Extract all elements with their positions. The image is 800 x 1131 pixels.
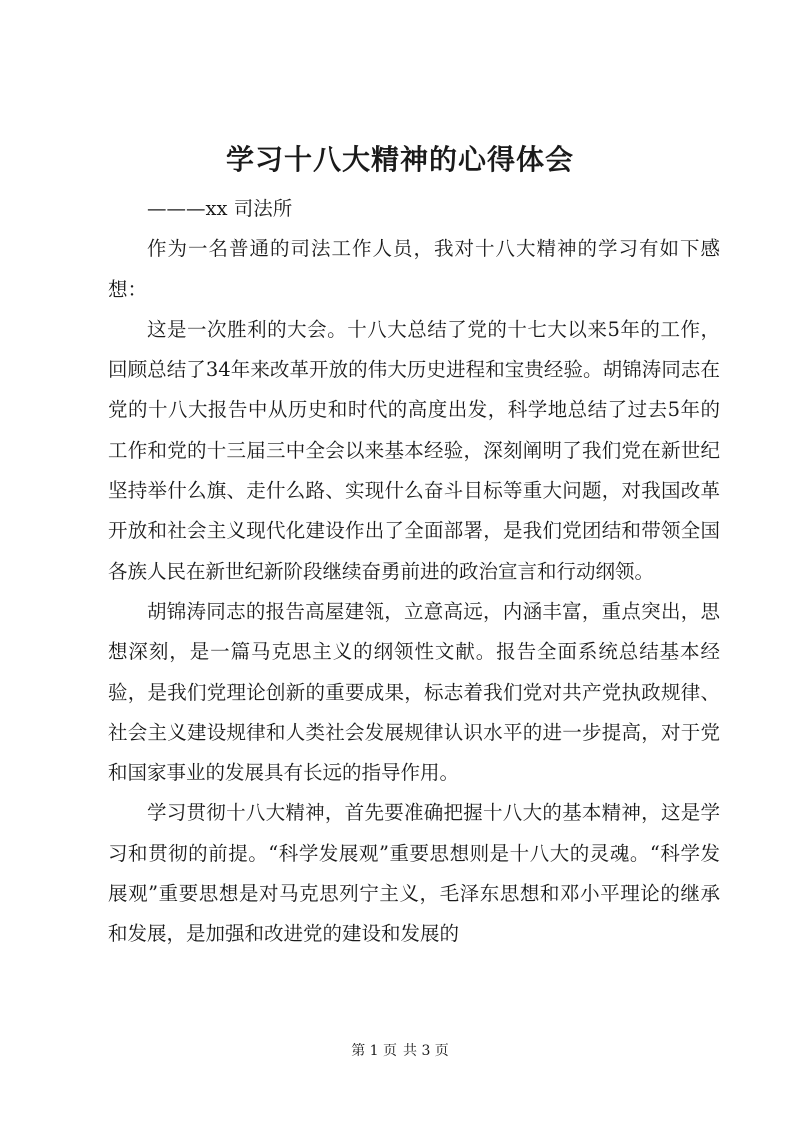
byline: ———xx 司法所 (147, 197, 293, 220)
paragraph-1: 作为一名普通的司法工作人员，我对十八大精神的学习有如下感想： (108, 237, 720, 301)
paragraph-4: 学习贯彻十八大精神，首先要准确把握十八大的基本精神，这是学习和贯彻的前提。“科学发展观”重要思想则是十八大的灵魂。“科学发展观”重要思想是对马克思列宁主义，毛泽东思想和邓小平理论的继承和发展，是加强和改进党的建设和发展的 (108, 801, 720, 946)
paragraph-2: 这是一次胜利的大会。十八大总结了党的十七大以来5年的工作，回顾总结了34年来改革开放的伟大历史进程和宝贵经验。胡锦涛同志在党的十八大报告中从历史和时代的高度出发，科学地总结了过去5年的工作和党的十三届三中全会以来基本经验，深刻阐明了我们党在新世纪坚持举什么旗、走什么路、实现什么奋斗目标等重大问题，对我国改革开放和社会主义现代化建设作出了全面部署，是我们党团结和带领全国各族人民在新世纪新阶段继续奋勇前进的政治宣言和行动纲领。 (108, 317, 720, 583)
page-number: 第 1 页 (351, 1043, 397, 1059)
document-title: 学习十八大精神的心得体会 (225, 143, 574, 176)
paragraph-3: 胡锦涛同志的报告高屋建瓴，立意高远，内涵丰富，重点突出，思想深刻，是一篇马克思主义的纲领性文献。报告全面系统总结基本经验，是我们党理论创新的重要成果，标志着我们党对共产党执政规律、社会主义建设规律和人类社会发展规律认识水平的进一步提高，对于党和国家事业的发展具有长远的指导作用。 (108, 599, 720, 785)
document-body (108, 189, 720, 955)
page-total: 共 3 页 (403, 1043, 449, 1059)
page-footer (0, 1041, 800, 1061)
